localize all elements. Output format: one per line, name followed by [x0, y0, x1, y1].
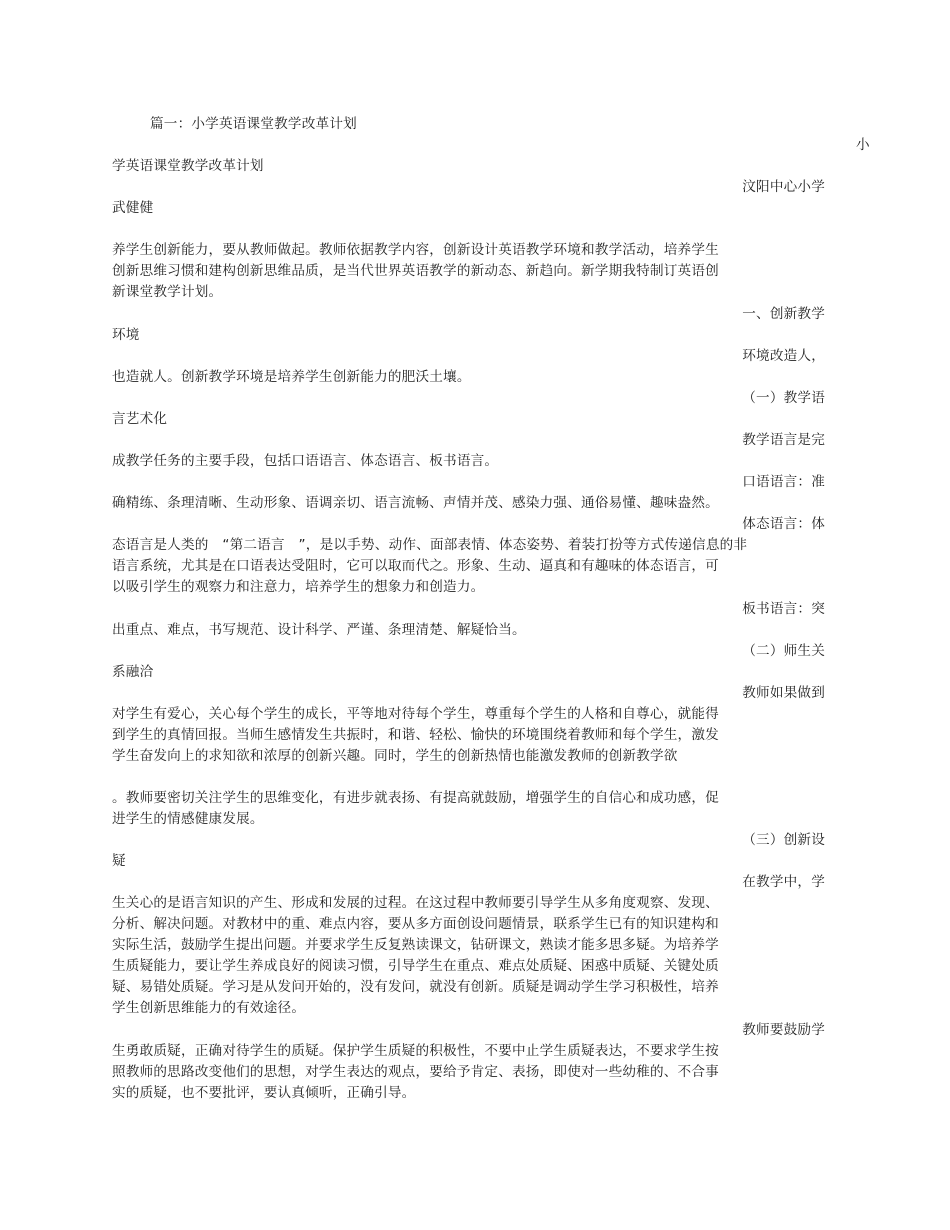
paragraph-line: 照教师的思路改变他们的思想，对学生表达的观点，要给予肯定、表扬，即使对一些幼稚的、不合事 — [112, 1064, 719, 1080]
paragraph-line: 态语言是人类的 “第二语言 ”，是以手势、动作、面部表情、体态姿势、着装打扮等方式传递信息的非 — [112, 537, 748, 553]
paragraph-lead: 教师要鼓励学 — [742, 1022, 825, 1038]
paragraph-line: 实的质疑，也不要批评，要认真倾听，正确引导。 — [112, 1085, 416, 1101]
paragraph-line: 也造就人。创新教学环境是培养学生创新能力的肥沃土壤。 — [112, 369, 471, 385]
paragraph-lead: 在教学中，学 — [742, 874, 825, 890]
paragraph-lead: 教学语言是完 — [742, 432, 825, 448]
paragraph-line: 疑、易错处质疑。学习是从发问开始的，没有发问，就没有创新。质疑是调动学生学习积极性，培养 — [112, 979, 719, 995]
paragraph-line: 。教师要密切关注学生的思维变化，有进步就表扬、有提高就鼓励，增强学生的自信心和成功感，促 — [112, 790, 719, 806]
paragraph-line: 以吸引学生的观察力和注意力，培养学生的想象力和创造力。 — [112, 579, 485, 595]
paragraph-line: 到学生的真情回报。当师生感情发生共振时，和谐、轻松、愉快的环境围绕着教师和每个学生，激发 — [112, 727, 719, 743]
paragraph-lead: 板书语言：突 — [742, 601, 825, 617]
paragraph-lead: 教师如果做到 — [742, 685, 825, 701]
paragraph-line: 确精练、条理清晰、生动形象、语调亲切、语言流畅、声情并茂、感染力强、通俗易懂、趣味盎然。 — [112, 495, 719, 511]
paragraph-lead: 环境改造人， — [742, 348, 825, 364]
paragraph-line: 对学生有爱心，关心每个学生的成长，平等地对待每个学生，尊重每个学生的人格和自尊心，就能得 — [112, 706, 719, 722]
subsection-heading-cont: 疑 — [112, 853, 126, 869]
paragraph-line: 出重点、难点，书写规范、设计科学、严谨、条理清楚、解疑恰当。 — [112, 622, 526, 638]
paragraph-line: 生关心的是语言知识的产生、形成和发展的过程。在这过程中教师要引导学生从多角度观察、发现、 — [112, 895, 719, 911]
school-name: 汶阳中心小学 — [742, 179, 825, 195]
paragraph-line: 成教学任务的主要手段，包括口语语言、体态语言、板书语言。 — [112, 453, 499, 469]
author-name: 武健健 — [112, 200, 154, 216]
paragraph-line: 学生奋发向上的求知欲和浓厚的创新兴趣。同时，学生的创新热情也能激发教师的创新教学欲 — [112, 748, 678, 764]
paragraph-line: 语言系统，尤其是在口语表达受阻时，它可以取而代之。形象、生动、逼真和有趣味的体态语言，可 — [112, 558, 719, 574]
paragraph-line: 学生创新思维能力的有效途径。 — [112, 1000, 306, 1016]
subsection-heading: （三）创新设 — [742, 832, 825, 848]
paragraph-line: 实际生活，鼓励学生提出问题。并要求学生反复熟读课文，钻研课文，熟读才能多思多疑。为培养学 — [112, 937, 719, 953]
intro-line: 创新思维习惯和建构创新思维品质，是当代世界英语教学的新动态、新趋向。新学期我特制订英语创 — [112, 263, 719, 279]
section-heading-cont: 环境 — [112, 327, 140, 343]
subsection-heading-cont: 言艺术化 — [112, 411, 168, 427]
subsection-heading: （一）教学语 — [742, 390, 825, 406]
title-tail: 小 — [856, 137, 870, 153]
subsection-heading-cont: 系融洽 — [112, 664, 154, 680]
paragraph-line: 进学生的情感健康发展。 — [112, 811, 264, 827]
paragraph-line: 生质疑能力，要让学生养成良好的阅读习惯，引导学生在重点、难点处质疑、困惑中质疑、关键处质 — [112, 958, 719, 974]
document-subtitle: 学英语课堂教学改革计划 — [112, 158, 264, 174]
paragraph-lead: 口语语言：准 — [742, 474, 825, 490]
paragraph-line: 分析、解决问题。对教材中的重、难点内容，要从多方面创设问题情景，联系学生已有的知识建构和 — [112, 916, 719, 932]
paragraph-line: 生勇敢质疑，正确对待学生的质疑。保护学生质疑的积极性，不要中止学生质疑表达，不要求学生按 — [112, 1043, 719, 1059]
document-title: 篇一：小学英语课堂教学改革计划 — [150, 116, 357, 132]
section-heading: 一、创新教学 — [742, 306, 825, 322]
paragraph-lead: 体态语言：体 — [742, 516, 825, 532]
intro-line: 养学生创新能力，要从教师做起。教师依据教学内容，创新设计英语教学环境和教学活动，培养学生 — [112, 242, 719, 258]
intro-line: 新课堂教学计划。 — [112, 284, 223, 300]
subsection-heading: （二）师生关 — [742, 643, 825, 659]
